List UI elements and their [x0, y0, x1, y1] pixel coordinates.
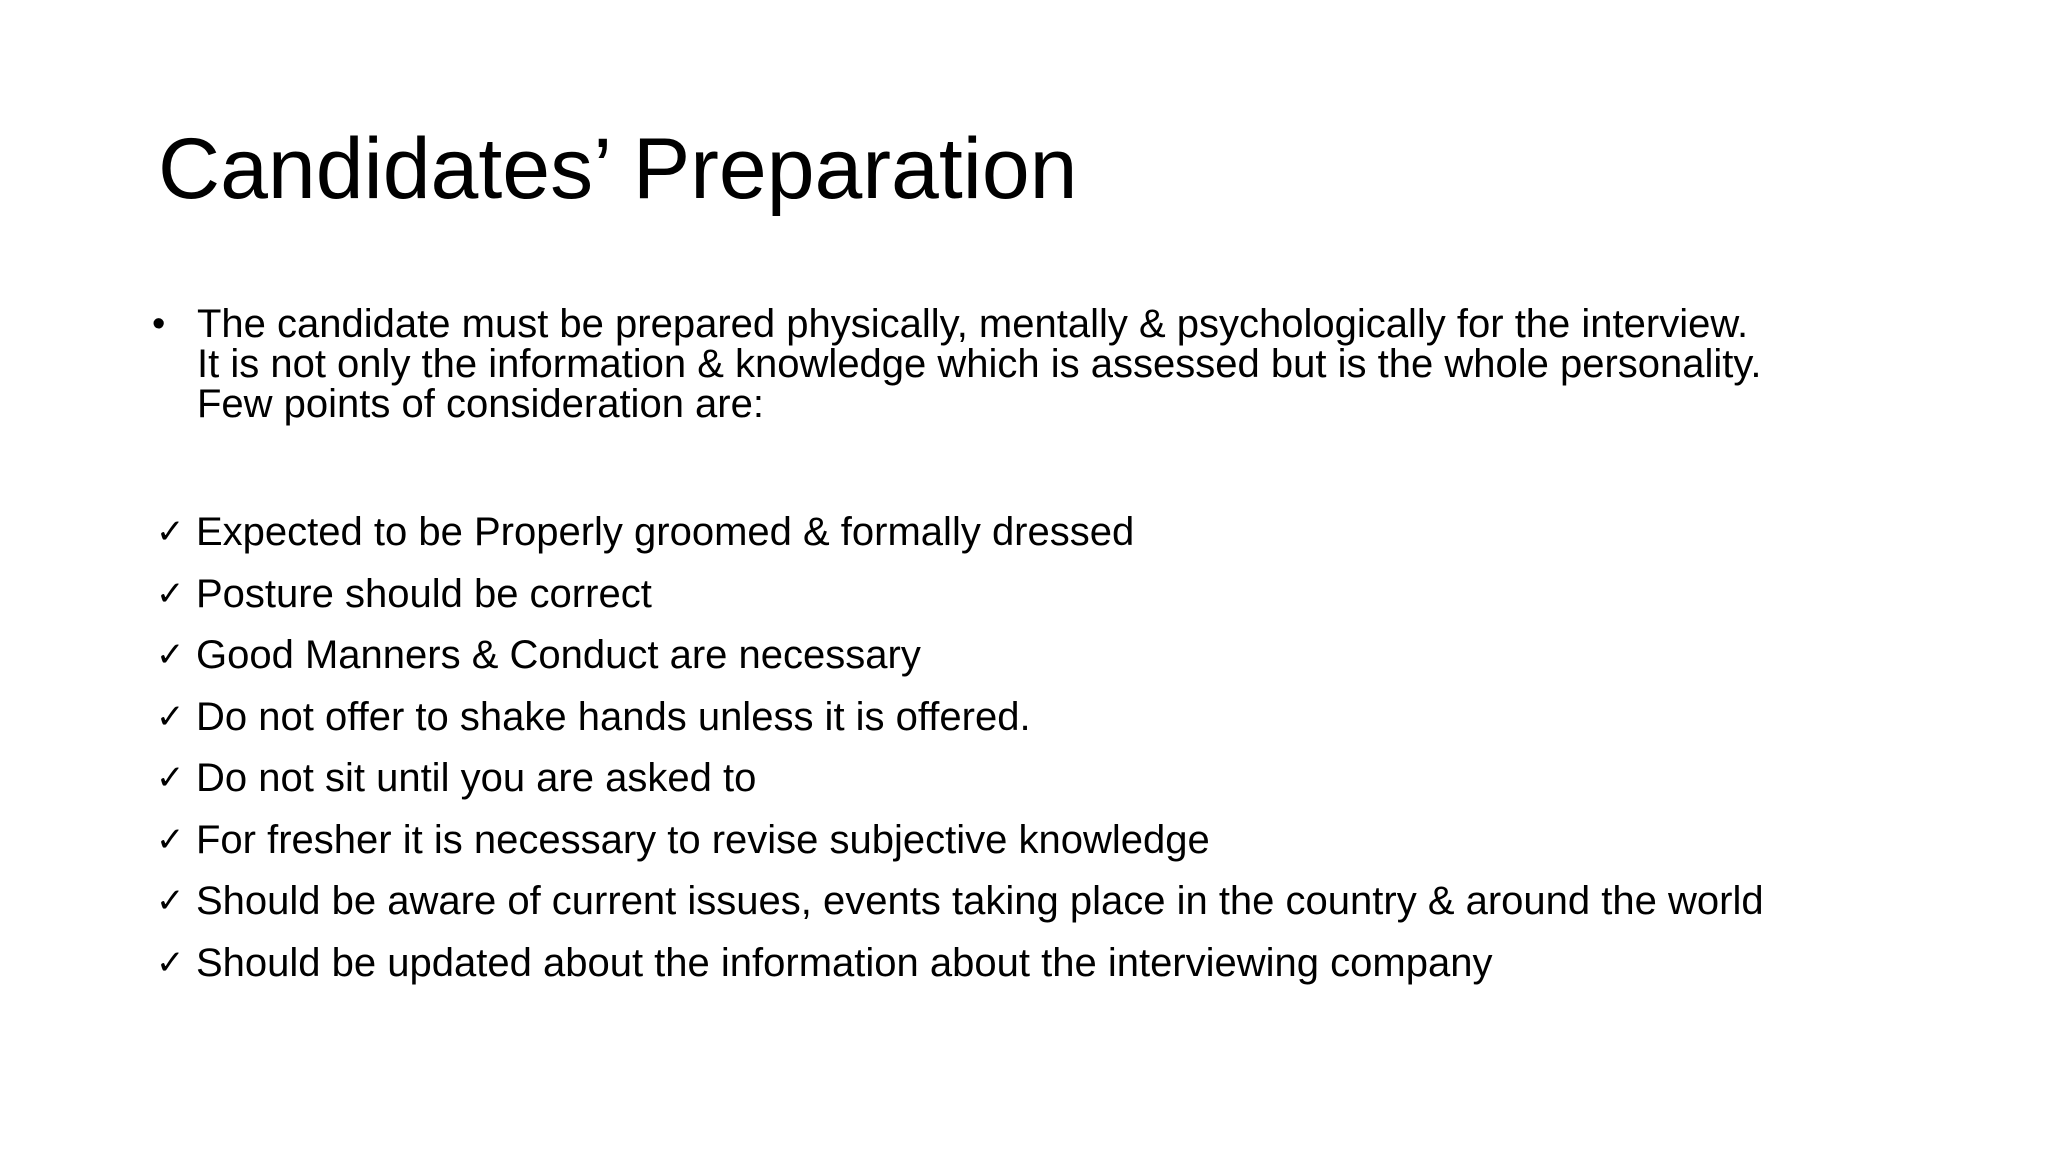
checklist-item: [156, 933, 2016, 995]
intro-bullet-item: [152, 304, 1972, 424]
checkmark-icon: ✓: [156, 697, 185, 736]
intro-line-3: Few points of consideration are:: [197, 382, 764, 426]
checklist-item-text: Posture should be correct: [196, 571, 652, 616]
checklist-item-text: Expected to be Properly groomed & formally dressed: [196, 510, 1135, 554]
checkmark-icon: ✓: [156, 636, 185, 674]
intro-list: [152, 304, 1972, 424]
checklist-item: [156, 625, 2016, 687]
checklist: [156, 502, 2016, 994]
bullet-icon: •: [152, 303, 166, 345]
checkmark-icon: ✓: [156, 943, 185, 982]
checklist-item-text: Should be updated about the information about the interviewing company: [196, 940, 1493, 985]
checklist-item-text: Do not sit until you are asked to: [196, 756, 757, 800]
checkmark-icon: ✓: [156, 574, 185, 613]
checkmark-icon: ✓: [156, 759, 185, 797]
checklist-item-text: Should be aware of current issues, events taking place in the country & around the world: [196, 879, 1764, 923]
slide-title: Candidates’ Preparation: [158, 121, 1078, 217]
checklist-item: [156, 871, 2016, 933]
checklist-item: [156, 564, 2016, 626]
checkmark-icon: ✓: [156, 882, 185, 920]
checklist-item-text: For fresher it is necessary to revise subjective knowledge: [196, 817, 1210, 862]
checklist-item: [156, 748, 2016, 810]
checklist-item: [156, 687, 2016, 749]
checklist-item: [156, 502, 2016, 564]
intro-line-1: The candidate must be prepared physically, mentally & psychologically for the interview.: [197, 302, 1749, 346]
checklist-item-text: Good Manners & Conduct are necessary: [196, 633, 921, 677]
checkmark-icon: ✓: [156, 513, 185, 551]
checklist-item: [156, 810, 2016, 872]
intro-line-2: It is not only the information & knowledge which is assessed but is the whole personality.: [197, 342, 1762, 386]
checkmark-icon: ✓: [156, 820, 185, 859]
checklist-item-text: Do not offer to shake hands unless it is offered.: [196, 694, 1031, 739]
